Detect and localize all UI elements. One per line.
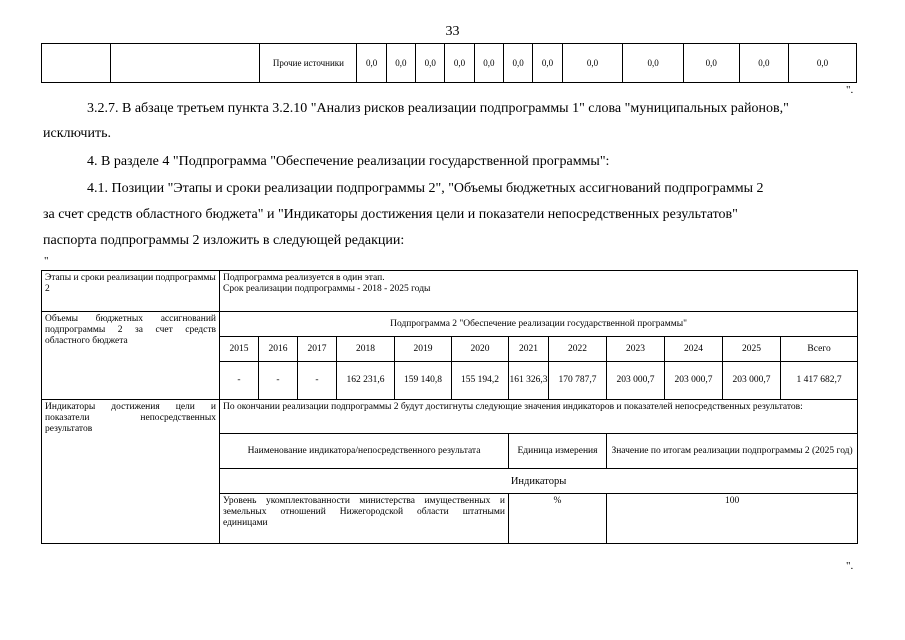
amount-cell: 170 787,7 [549, 362, 607, 400]
year-cell: 2023 [607, 337, 665, 362]
amount-cell: 203 000,7 [723, 362, 781, 400]
amount-cell: - [298, 362, 337, 400]
value-cell: 0,0 [357, 44, 386, 83]
stages-label: Этапы и сроки реализации подпрограммы 2 [42, 271, 220, 312]
value-cell: 0,0 [739, 44, 789, 83]
indicators-section-title: Индикаторы [220, 469, 858, 494]
year-cell: 2019 [395, 337, 452, 362]
amount-cell: 155 194,2 [452, 362, 509, 400]
table-row [42, 312, 858, 337]
paragraph-4-1-line1: 4.1. Позиции "Этапы и сроки реализации подпрограммы 2", "Объемы бюджетных ассигнований подпрограммы 2 [87, 181, 764, 196]
year-cell: 2016 [259, 337, 298, 362]
value-cell: 0,0 [533, 44, 562, 83]
value-cell: 0,0 [504, 44, 533, 83]
year-total-header: Всего [781, 337, 858, 362]
empty-cell [42, 44, 111, 83]
paragraph-3-2-7-line2: исключить. [43, 126, 111, 141]
value-cell: 0,0 [416, 44, 445, 83]
opening-quote: " [44, 255, 49, 267]
year-cell: 2022 [549, 337, 607, 362]
budget-label: Объемы бюджетных ассигнований подпрограммы 2 за счет средств областного бюджета [42, 312, 220, 400]
value-cell: 0,0 [474, 44, 503, 83]
passport-table [41, 270, 858, 544]
amount-cell: 161 326,3 [509, 362, 549, 400]
amount-cell: 203 000,7 [607, 362, 665, 400]
indicator-value: 100 [607, 494, 858, 544]
indicator-unit-header: Единица измерения [509, 434, 607, 469]
paragraph-4-1-line3: паспорта подпрограммы 2 изложить в следующей редакции: [43, 233, 405, 248]
indicator-name-header: Наименование индикатора/непосредственного результата [220, 434, 509, 469]
amount-cell: - [220, 362, 259, 400]
table-row [42, 400, 858, 434]
closing-quote: ". [846, 84, 854, 96]
indicators-intro: По окончании реализации подпрограммы 2 будут достигнуты следующие значения индикаторов и показателей непосредственных результатов: [220, 400, 858, 434]
value-cell: 0,0 [683, 44, 739, 83]
value-cell: 0,0 [445, 44, 474, 83]
sources-table-fragment [41, 43, 857, 83]
year-cell: 2017 [298, 337, 337, 362]
source-label: Прочие источники [260, 44, 357, 83]
year-cell: 2025 [723, 337, 781, 362]
indicator-name: Уровень укомплектованности министерства имущественных и земельных отношений Нижегородской области штатными единицами [220, 494, 509, 544]
year-cell: 2024 [665, 337, 723, 362]
amount-cell: - [259, 362, 298, 400]
year-cell: 2020 [452, 337, 509, 362]
year-cell: 2015 [220, 337, 259, 362]
budget-header: Подпрограмма 2 "Обеспечение реализации государственной программы" [220, 312, 858, 337]
stages-text-line1: Подпрограмма реализуется в один этап. [223, 273, 385, 283]
paragraph-3-2-7-line1: 3.2.7. В абзаце третьем пункта 3.2.10 "Анализ рисков реализации подпрограммы 1" слова "муниципальных районов," [87, 101, 789, 116]
year-cell: 2018 [337, 337, 395, 362]
stages-text-line2: Срок реализации подпрограммы - 2018 - 2025 годы [223, 284, 431, 294]
amount-cell: 203 000,7 [665, 362, 723, 400]
table-row [42, 271, 858, 312]
year-cell: 2021 [509, 337, 549, 362]
amount-cell: 162 231,6 [337, 362, 395, 400]
paragraph-4-1-line2: за счет средств областного бюджета" и "Индикаторы достижения цели и показатели непосредственных результатов" [43, 207, 738, 222]
paragraph-4: 4. В разделе 4 "Подпрограмма "Обеспечение реализации государственной программы": [87, 154, 610, 169]
indicator-value-header: Значение по итогам реализации подпрограммы 2 (2025 год) [607, 434, 858, 469]
value-cell: 0,0 [789, 44, 857, 83]
value-cell: 0,0 [562, 44, 623, 83]
table-row [42, 44, 857, 83]
stages-text [220, 271, 858, 312]
value-cell: 0,0 [386, 44, 415, 83]
page-number: 33 [445, 24, 460, 39]
amount-cell: 159 140,8 [395, 362, 452, 400]
indicator-unit: % [509, 494, 607, 544]
closing-quote-bottom: ". [846, 560, 854, 572]
indicators-label: Индикаторы достижения цели и показатели непосредственных результатов [42, 400, 220, 544]
amount-total: 1 417 682,7 [781, 362, 858, 400]
empty-cell [110, 44, 260, 83]
value-cell: 0,0 [623, 44, 684, 83]
